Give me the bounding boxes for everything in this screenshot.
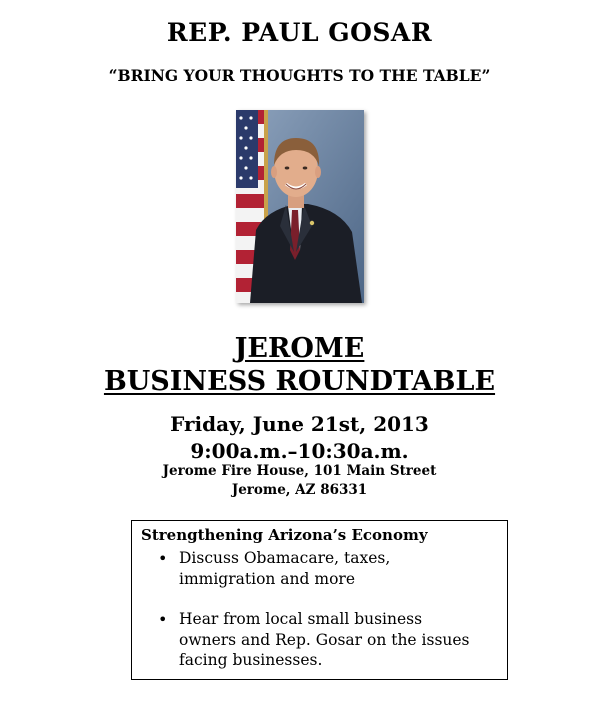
event-date: Friday, June 21st, 2013 — [170, 412, 429, 436]
bullet-icon: • — [158, 549, 168, 568]
agenda-box — [131, 520, 508, 680]
agenda-heading: Strengthening Arizona’s Economy — [141, 526, 428, 544]
agenda-item-line: immigration and more — [179, 569, 355, 588]
agenda-item-text — [179, 609, 470, 671]
agenda-item-line: Discuss Obamacare, taxes, — [179, 549, 391, 567]
flyer-slogan: “BRING YOUR THOUGHTS TO THE TABLE” — [108, 66, 491, 85]
agenda-item-line: Hear from local small business — [179, 610, 423, 628]
event-title-line2: BUSINESS ROUNDTABLE — [103, 366, 496, 397]
agenda-item-text — [179, 548, 390, 589]
event-city: Jerome, AZ 86331 — [231, 482, 368, 498]
official-portrait-image — [236, 110, 364, 303]
event-title-line1: JEROME — [234, 333, 365, 364]
agenda-item-line: owners and Rep. Gosar on the issues — [179, 630, 470, 649]
event-location: Jerome Fire House, 101 Main Street — [162, 463, 437, 479]
event-time: 9:00a.m.–10:30a.m. — [190, 439, 409, 463]
flyer-title: REP. PAUL GOSAR — [166, 18, 433, 47]
agenda-item-line: facing businesses. — [179, 651, 323, 669]
bullet-icon: • — [158, 610, 168, 629]
